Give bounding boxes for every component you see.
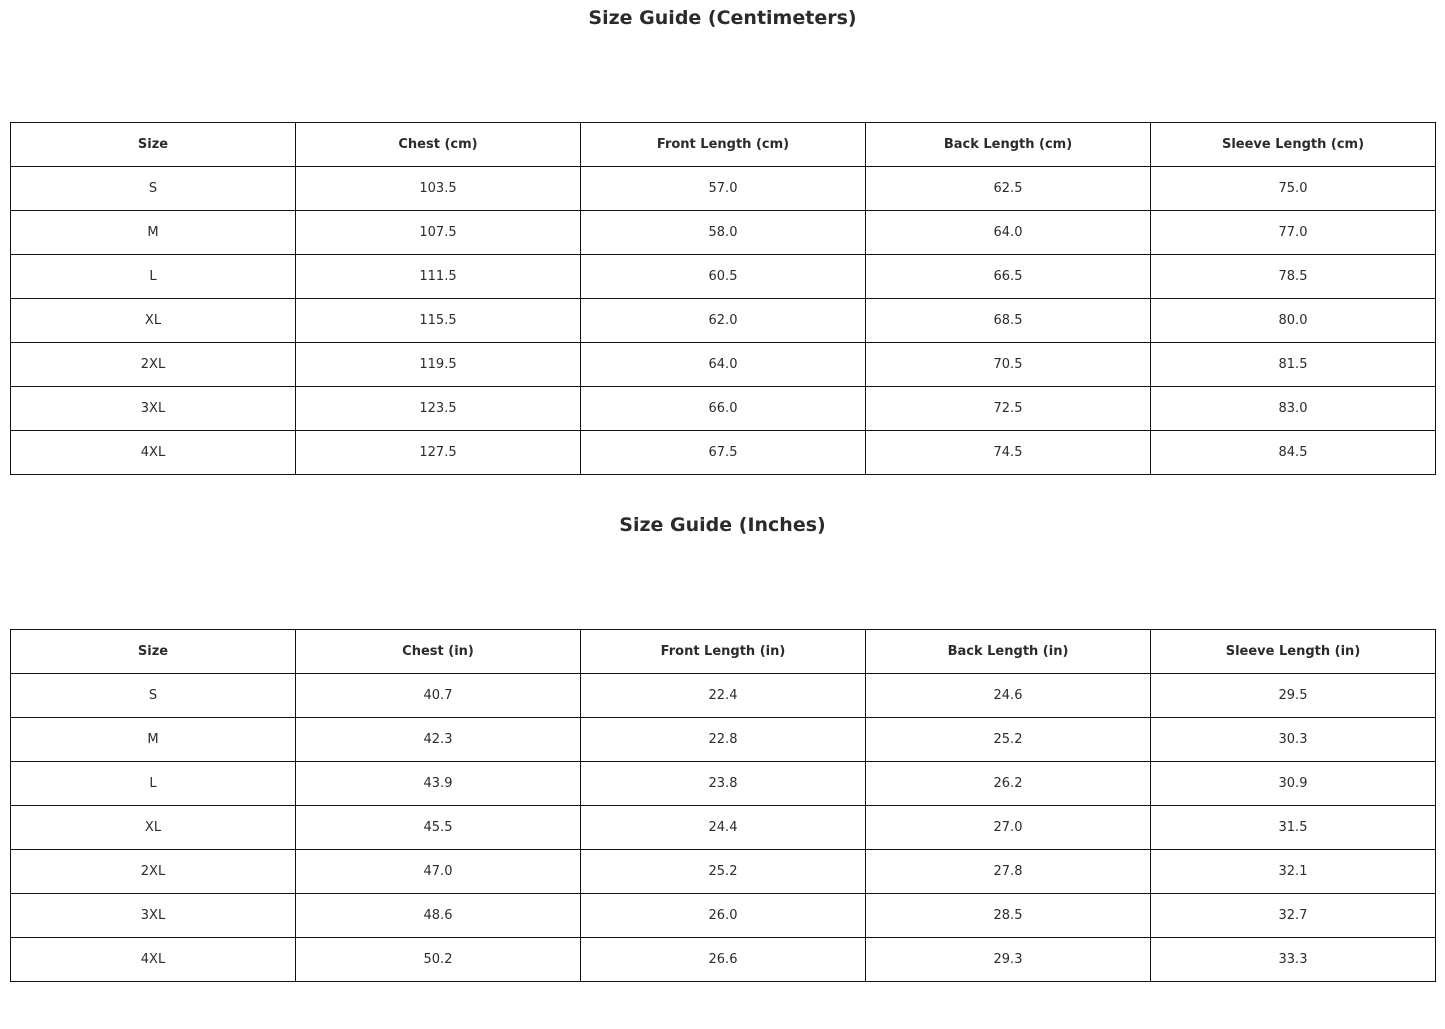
measurement-cell: 70.5 <box>866 343 1151 387</box>
measurement-cell: 48.6 <box>296 894 581 938</box>
measurement-cell: 81.5 <box>1151 343 1436 387</box>
measurement-cell: 33.3 <box>1151 938 1436 982</box>
measurement-cell: 57.0 <box>581 167 866 211</box>
column-header: Chest (cm) <box>296 123 581 167</box>
measurement-cell: 23.8 <box>581 762 866 806</box>
measurement-cell: 26.6 <box>581 938 866 982</box>
measurement-cell: 30.9 <box>1151 762 1436 806</box>
measurement-cell: 62.0 <box>581 299 866 343</box>
measurement-cell: 66.0 <box>581 387 866 431</box>
size-cell: 4XL <box>11 431 296 475</box>
column-header: Back Length (in) <box>866 630 1151 674</box>
measurement-cell: 47.0 <box>296 850 581 894</box>
measurement-cell: 62.5 <box>866 167 1151 211</box>
measurement-cell: 83.0 <box>1151 387 1436 431</box>
measurement-cell: 66.5 <box>866 255 1151 299</box>
size-cell: 4XL <box>11 938 296 982</box>
table-row <box>11 806 1436 850</box>
measurement-cell: 68.5 <box>866 299 1151 343</box>
measurement-cell: 107.5 <box>296 211 581 255</box>
measurement-cell: 26.0 <box>581 894 866 938</box>
size-guide-inches-table <box>10 629 1436 982</box>
column-header: Front Length (cm) <box>581 123 866 167</box>
size-guide-cm-title: Size Guide (Centimeters) <box>588 7 857 29</box>
table-row <box>11 674 1436 718</box>
table-row <box>11 850 1436 894</box>
column-header: Front Length (in) <box>581 630 866 674</box>
measurement-cell: 29.3 <box>866 938 1151 982</box>
measurement-cell: 78.5 <box>1151 255 1436 299</box>
column-header: Back Length (cm) <box>866 123 1151 167</box>
measurement-cell: 40.7 <box>296 674 581 718</box>
table-header-row <box>11 630 1436 674</box>
measurement-cell: 72.5 <box>866 387 1151 431</box>
size-cell: 3XL <box>11 387 296 431</box>
measurement-cell: 119.5 <box>296 343 581 387</box>
size-cell: M <box>11 211 296 255</box>
measurement-cell: 84.5 <box>1151 431 1436 475</box>
size-guide-cm-table <box>10 122 1436 475</box>
measurement-cell: 67.5 <box>581 431 866 475</box>
measurement-cell: 60.5 <box>581 255 866 299</box>
measurement-cell: 27.0 <box>866 806 1151 850</box>
measurement-cell: 25.2 <box>581 850 866 894</box>
measurement-cell: 28.5 <box>866 894 1151 938</box>
size-cell: S <box>11 674 296 718</box>
measurement-cell: 45.5 <box>296 806 581 850</box>
table-row <box>11 343 1436 387</box>
measurement-cell: 25.2 <box>866 718 1151 762</box>
measurement-cell: 32.1 <box>1151 850 1436 894</box>
column-header: Sleeve Length (cm) <box>1151 123 1436 167</box>
measurement-cell: 64.0 <box>581 343 866 387</box>
table-row <box>11 894 1436 938</box>
measurement-cell: 43.9 <box>296 762 581 806</box>
table-row <box>11 938 1436 982</box>
measurement-cell: 22.4 <box>581 674 866 718</box>
column-header: Size <box>11 630 296 674</box>
size-cell: XL <box>11 299 296 343</box>
size-cell: S <box>11 167 296 211</box>
measurement-cell: 32.7 <box>1151 894 1436 938</box>
column-header: Sleeve Length (in) <box>1151 630 1436 674</box>
measurement-cell: 30.3 <box>1151 718 1436 762</box>
size-cell: 3XL <box>11 894 296 938</box>
measurement-cell: 74.5 <box>866 431 1151 475</box>
table-row <box>11 431 1436 475</box>
size-cell: 2XL <box>11 850 296 894</box>
measurement-cell: 27.8 <box>866 850 1151 894</box>
measurement-cell: 115.5 <box>296 299 581 343</box>
size-guide-inches-title: Size Guide (Inches) <box>619 514 826 536</box>
measurement-cell: 42.3 <box>296 718 581 762</box>
measurement-cell: 64.0 <box>866 211 1151 255</box>
table-row <box>11 299 1436 343</box>
size-cell: XL <box>11 806 296 850</box>
size-cell: M <box>11 718 296 762</box>
measurement-cell: 77.0 <box>1151 211 1436 255</box>
measurement-cell: 123.5 <box>296 387 581 431</box>
measurement-cell: 24.4 <box>581 806 866 850</box>
column-header: Size <box>11 123 296 167</box>
measurement-cell: 50.2 <box>296 938 581 982</box>
measurement-cell: 24.6 <box>866 674 1151 718</box>
measurement-cell: 31.5 <box>1151 806 1436 850</box>
table-row <box>11 762 1436 806</box>
measurement-cell: 29.5 <box>1151 674 1436 718</box>
measurement-cell: 80.0 <box>1151 299 1436 343</box>
size-cell: L <box>11 762 296 806</box>
measurement-cell: 111.5 <box>296 255 581 299</box>
measurement-cell: 75.0 <box>1151 167 1436 211</box>
size-cell: L <box>11 255 296 299</box>
measurement-cell: 58.0 <box>581 211 866 255</box>
size-cell: 2XL <box>11 343 296 387</box>
table-row <box>11 387 1436 431</box>
table-row <box>11 167 1436 211</box>
column-header: Chest (in) <box>296 630 581 674</box>
table-row <box>11 718 1436 762</box>
measurement-cell: 103.5 <box>296 167 581 211</box>
measurement-cell: 22.8 <box>581 718 866 762</box>
table-header-row <box>11 123 1436 167</box>
table-row <box>11 255 1436 299</box>
table-row <box>11 211 1436 255</box>
measurement-cell: 127.5 <box>296 431 581 475</box>
measurement-cell: 26.2 <box>866 762 1151 806</box>
